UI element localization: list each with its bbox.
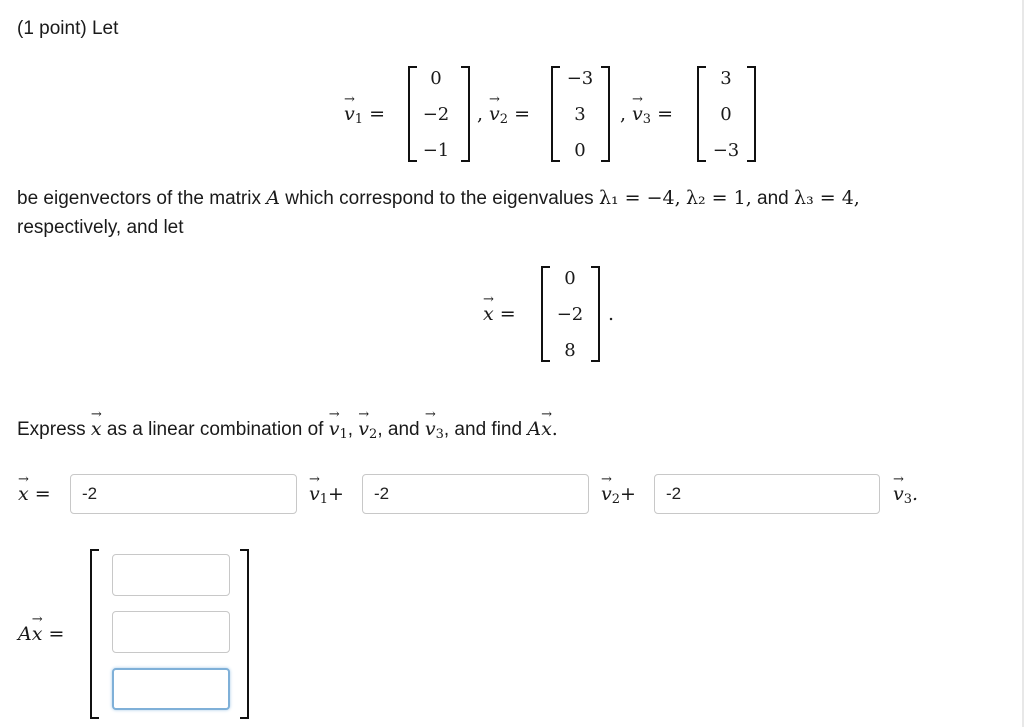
v3-entry: 3 [720,68,732,89]
ax-left-bracket [90,549,99,719]
coefficient-v2-input[interactable] [362,474,589,514]
eigen-sentence-line2: respectively, and let [17,217,184,238]
v2-label: → $v_2$ = [489,103,530,127]
v1-entry: 0 [430,68,442,89]
x-period: . [608,303,615,325]
v3-entry: −3 [712,140,740,161]
ax-right-bracket [240,549,249,719]
v3-entry: 0 [720,104,732,125]
v1-right-bracket [461,66,470,162]
v1-entry: −1 [422,140,450,161]
v2-left-bracket [551,66,560,162]
combo-x-label: → x = [18,483,51,505]
ax-entry-1-input[interactable] [112,554,230,596]
v3-right-bracket [747,66,756,162]
coefficient-v3-input[interactable] [654,474,880,514]
v1-entry: −2 [422,104,450,125]
v2-entry: 0 [574,140,586,161]
ax-label: A→ x = [18,623,64,645]
v3-label: → $v_3$ = [632,103,673,127]
coefficient-v1-input[interactable] [70,474,297,514]
ax-entry-2-input[interactable] [112,611,230,653]
x-right-bracket [591,266,600,362]
x-left-bracket [541,266,550,362]
v2-entry: 3 [574,104,586,125]
comma: , [477,103,484,125]
eigen-sentence: be eigenvectors of the matrix A which correspond to the eigenvalues λ₁ = −4, λ₂ = 1, and λ₃ = 4, [17,187,860,209]
v2-entry: −3 [566,68,594,89]
v2-term: → $v_2+$ [601,483,636,507]
x-entry: −2 [556,304,584,325]
express-sentence: Express → x as a linear combination of → $v_1$, → $v_2$, and → $v_3$, and find A→ x. [17,418,558,442]
problem-intro: (1 point) Let [17,18,119,39]
x-entry: 0 [564,268,576,289]
x-entry: 8 [564,340,576,361]
ax-entry-3-input[interactable] [112,668,230,710]
v3-term: → $v_3$. [893,483,918,507]
v1-term: → $v_1+$ [309,483,344,507]
x-label: → x = [483,303,516,325]
v3-left-bracket [697,66,706,162]
v1-label: → $v_1$ = [344,103,385,127]
v2-right-bracket [601,66,610,162]
comma: , [620,103,627,125]
